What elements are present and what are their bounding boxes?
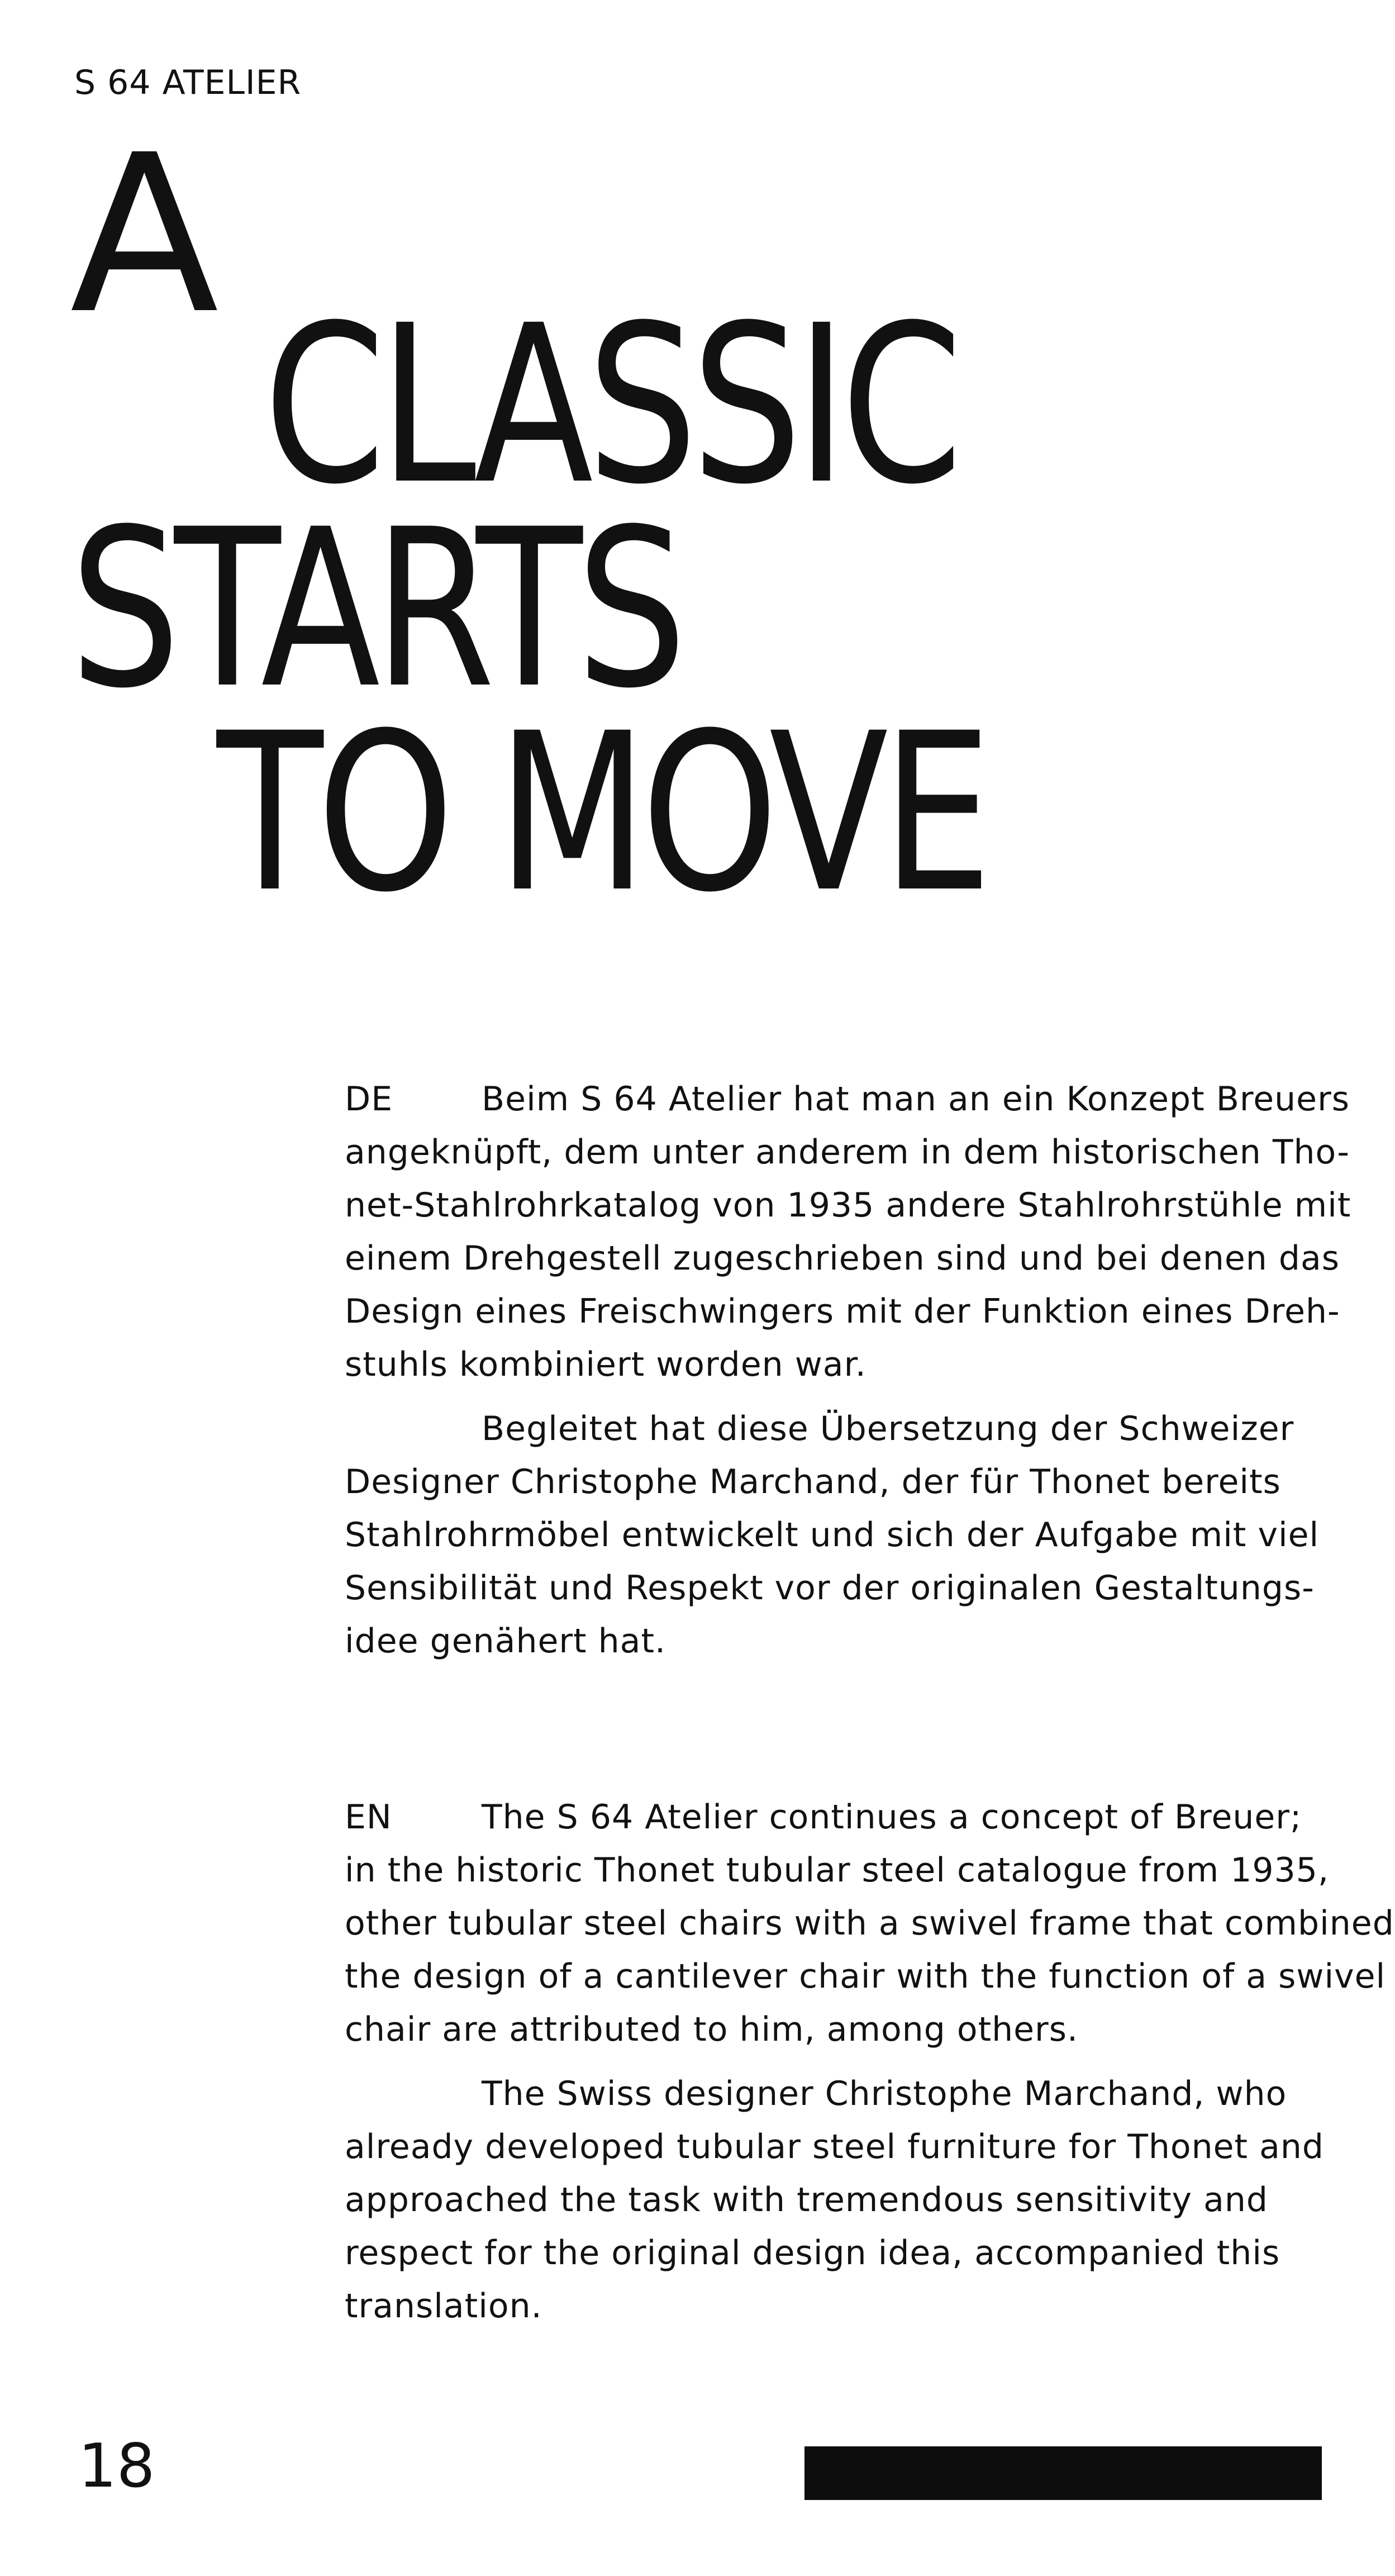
text-line: idee genähert hat. [345,1622,666,1661]
text-line: net-Stahlrohrkatalog von 1935 andere Stahlrohrstühle mit [345,1186,1351,1225]
footer-bar [804,2446,1322,2500]
text-line: stuhls kombiniert worden war. [345,1345,866,1384]
section-label: S 64 ATELIER [74,63,302,102]
headline-line-4: TO MOVE [217,686,986,940]
text-line: approached the task with tremendous sensitivity and [345,2180,1268,2219]
text-line: translation. [345,2287,542,2326]
text-line: einem Drehgestell zugeschrieben sind und bei denen das [345,1239,1340,1278]
text-line: Stahlrohrmöbel entwickelt und sich der Aufgabe mit viel [345,1515,1320,1555]
german-paragraph-2 [345,1403,1320,1668]
text-line: chair are attributed to him, among others. [345,2010,1079,2049]
text-line: Begleitet hat diese Übersetzung der Schweizer [482,1409,1294,1448]
headline-line-3: STARTS [70,482,681,736]
text-line: angeknüpft, dem unter anderem in dem historischen Tho- [345,1133,1350,1172]
text-line: Designer Christophe Marchand, der für Thonet bereits [345,1462,1281,1501]
german-text-block [345,1073,1351,1668]
headline-line-2: CLASSIC [264,278,956,532]
text-line: Beim S 64 Atelier hat man an ein Konzept Breuers [482,1080,1350,1119]
language-tag-en: EN [345,1798,392,1837]
english-paragraph-2 [345,2068,1325,2333]
text-line: The Swiss designer Christophe Marchand, who [482,2074,1287,2113]
text-line: the design of a cantilever chair with the function of a swivel [345,1957,1386,1996]
text-line: already developed tubular steel furniture for Thonet and [345,2127,1325,2166]
headline-line-1: A [70,108,211,362]
text-line: respect for the original design idea, accompanied this [345,2233,1280,2273]
language-tag-de: DE [345,1080,393,1119]
english-paragraph-1 [345,1791,1394,2056]
text-line: other tubular steel chairs with a swivel frame that combined [345,1904,1394,1943]
text-line: in the historic Thonet tubular steel catalogue from 1935, [345,1851,1330,1890]
text-line: Sensibilität und Respekt vor der originalen Gestaltungs- [345,1569,1315,1608]
german-paragraph-1 [345,1073,1351,1391]
english-text-block [345,1791,1394,2333]
page-number: 18 [78,2431,155,2501]
text-line: The S 64 Atelier continues a concept of Breuer; [482,1798,1302,1837]
text-line: Design eines Freischwingers mit der Funktion eines Dreh- [345,1292,1340,1331]
